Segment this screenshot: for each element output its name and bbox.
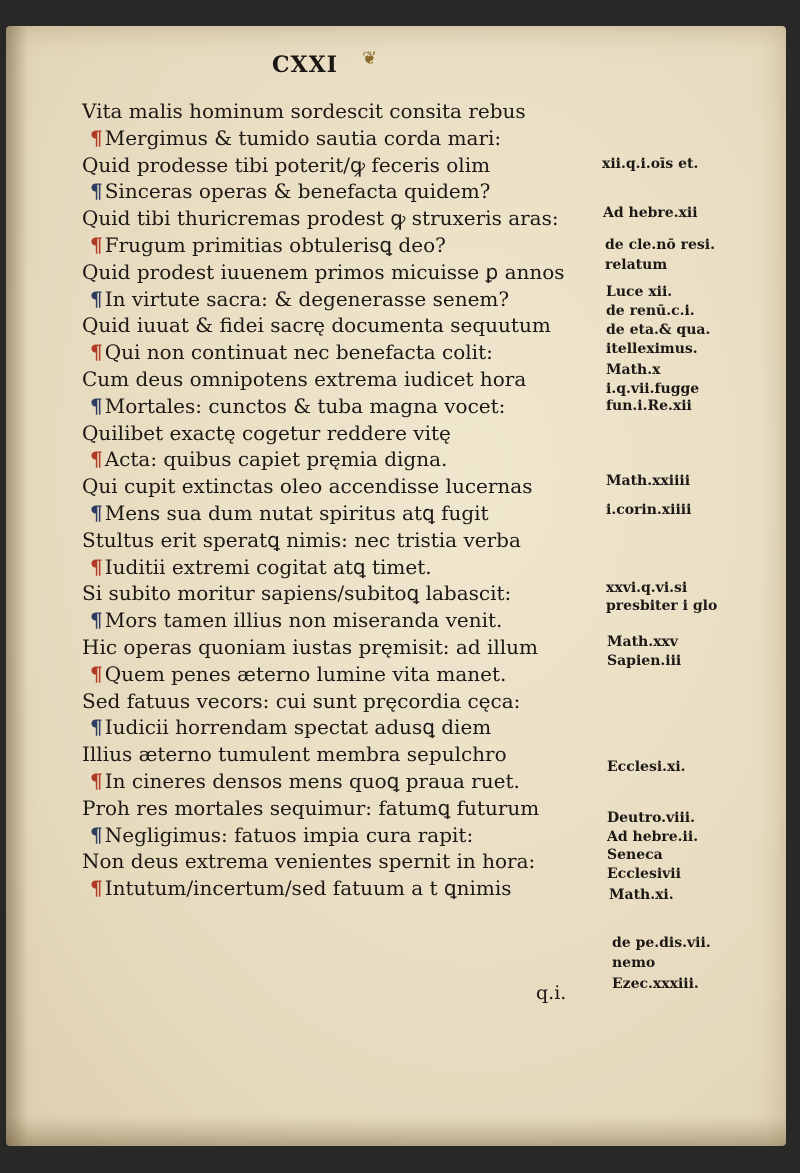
pilcrow-icon: ¶: [90, 125, 103, 150]
verse-line: [82, 634, 582, 661]
pilcrow-icon: ¶: [90, 393, 103, 418]
verse-text: Intutum/incertum/sed fatuum a t ꝗnimis: [104, 876, 512, 901]
margin-note: itelleximus.: [606, 341, 698, 357]
margin-note: de eta.& qua.: [606, 322, 711, 338]
folio-number: CXXI: [272, 52, 338, 78]
verse-line: [82, 875, 582, 902]
margin-note: Luce xii.: [606, 284, 673, 300]
margin-note: Deutro.viii.: [607, 810, 695, 826]
verse-line: [82, 205, 582, 232]
pilcrow-icon: ¶: [90, 554, 103, 579]
verse-text: Qui cupit extinctas oleo accendisse lucernas: [82, 474, 533, 499]
pilcrow-icon: ¶: [90, 661, 103, 686]
margin-note: Ecclesivii: [607, 866, 681, 882]
margin-note: xxvi.q.vi.si: [606, 580, 688, 596]
verse-text: Hic operas quoniam iustas pręmisit: ad illum: [82, 634, 539, 659]
verse-line: [82, 661, 582, 688]
verse-line: [82, 580, 582, 607]
verse-line: [82, 339, 582, 366]
verse-line: [82, 178, 582, 205]
verse-line: [82, 768, 582, 795]
margin-note: Ezec.xxxiii.: [612, 976, 699, 992]
verse-line: [82, 848, 582, 875]
verse-line: [82, 286, 582, 313]
verse-text: Cum deus omnipotens extrema iudicet hora: [82, 366, 527, 391]
verse-text: Acta: quibus capiet pręmia digna.: [104, 447, 448, 472]
page-gutter: [6, 26, 28, 1146]
verse-line: [82, 366, 582, 393]
verse-text: Vita malis hominum sordescit consita rebus: [82, 99, 526, 123]
verse-text: Quem penes æterno lumine vita manet.: [104, 661, 507, 686]
verse-line: [82, 688, 582, 715]
page-edge-shadow: [6, 1116, 786, 1146]
margin-note: Math.xxv: [607, 634, 678, 650]
margin-note: de renū.c.i.: [606, 303, 695, 319]
margin-note: i.corin.xiiii: [606, 502, 692, 518]
pilcrow-icon: ¶: [90, 286, 103, 311]
margin-note: Math.xi.: [609, 887, 674, 903]
verse-line: [82, 527, 582, 554]
pilcrow-icon: ¶: [90, 447, 103, 472]
pilcrow-icon: ¶: [90, 876, 103, 901]
pilcrow-icon: ¶: [90, 340, 103, 365]
margin-note: Seneca: [607, 847, 663, 863]
verse-text: Negligimus: fatuos impia cura rapit:: [104, 822, 474, 847]
verse-text: Quid prodest iuuenem primos micuisse ꝑ annos: [82, 259, 565, 284]
pilcrow-icon: ¶: [90, 768, 103, 793]
verse-text: Illius æterno tumulent membra sepulchro: [82, 742, 507, 767]
verse-line: [82, 607, 582, 634]
verse-line: [82, 152, 582, 179]
pilcrow-icon: ¶: [90, 232, 103, 257]
verse-text: Stultus erit speratꝗ nimis: nec tristia verba: [82, 527, 521, 552]
verse-text: In virtute sacra: & degenerasse senem?: [104, 286, 510, 311]
verse-text: Qui non continuat nec benefacta colit:: [104, 340, 493, 365]
margin-note: presbiter i glo: [606, 598, 718, 614]
verse-text: Mergimus & tumido sautia corda mari:: [104, 125, 502, 150]
margin-note: Math.x: [606, 362, 661, 378]
pilcrow-icon: ¶: [90, 608, 103, 633]
verse-text: Si subito moritur sapiens/subitoꝗ labascit:: [82, 581, 512, 606]
verse-line: [82, 473, 582, 500]
verse-line: [82, 741, 582, 768]
margin-note: i.q.vii.fugge: [606, 381, 700, 397]
pilcrow-icon: ¶: [90, 500, 103, 525]
verse-text: Quid prodesse tibi poterit/ꝙ feceris olim: [82, 152, 491, 177]
margin-note: fun.i.Re.xii: [606, 398, 692, 414]
margin-note: de pe.dis.vii.: [612, 935, 711, 951]
margin-note: de cle.nō resi.: [605, 237, 715, 253]
verse-line: [82, 446, 582, 473]
verse-text: Iuditii extremi cogitat atꝗ timet.: [104, 554, 432, 579]
verse-text: Iudicii horrendam spectat adusꝗ diem: [104, 715, 492, 740]
verse-text: Mors tamen illius non miseranda venit.: [104, 608, 503, 633]
verse-line: [82, 312, 582, 339]
verse-text: Non deus extrema venientes spernit in hora:: [82, 849, 536, 874]
verse-line: [82, 393, 582, 420]
pilcrow-icon: ¶: [90, 179, 103, 204]
verse-line: [82, 795, 582, 822]
verse-block: [82, 98, 582, 902]
verse-text: Mens sua dum nutat spiritus atꝗ fugit: [104, 500, 489, 525]
verse-text: Sed fatuus vecors: cui sunt pręcordia cęca:: [82, 688, 521, 713]
signature-mark: q.i.: [536, 982, 567, 1004]
verse-line: [82, 98, 582, 125]
verse-text: Quid iuuat & fidei sacrę documenta sequutum: [82, 313, 551, 338]
verse-text: Quilibet exactę cogetur reddere vitę: [82, 420, 451, 445]
margin-note: Ecclesi.xi.: [607, 759, 686, 775]
verse-text: In cineres densos mens quoꝗ praua ruet.: [104, 768, 520, 793]
verse-text: Quid tibi thuricremas prodest ꝙ struxeris aras:: [82, 206, 559, 231]
verse-line: [82, 554, 582, 581]
verse-line: [82, 714, 582, 741]
verse-text: Mortales: cunctos & tuba magna vocet:: [104, 393, 506, 418]
verse-text: Sinceras operas & benefacta quidem?: [104, 179, 491, 204]
verse-line: [82, 420, 582, 447]
verse-text: Proh res mortales sequimur: fatumꝗ futurum: [82, 795, 540, 820]
margin-note: nemo: [612, 955, 656, 971]
margin-note: Ad hebre.xii: [603, 205, 698, 221]
margin-note: Math.xxiiii: [606, 473, 691, 489]
pilcrow-icon: ¶: [90, 715, 103, 740]
margin-note: Ad hebre.ii.: [607, 829, 699, 845]
verse-line: [82, 259, 582, 286]
pilcrow-icon: ¶: [90, 822, 103, 847]
margin-note: relatum: [605, 257, 668, 273]
verse-line: [82, 822, 582, 849]
ink-smudge-icon: ❦: [362, 48, 378, 69]
margin-note: Sapien.iii: [607, 653, 682, 669]
verse-line: [82, 500, 582, 527]
verse-line: [82, 125, 582, 152]
verse-text: Frugum primitias obtulerisꝗ deo?: [104, 232, 446, 257]
margin-note: xii.q.i.oīs et.: [602, 156, 699, 172]
verse-line: [82, 232, 582, 259]
